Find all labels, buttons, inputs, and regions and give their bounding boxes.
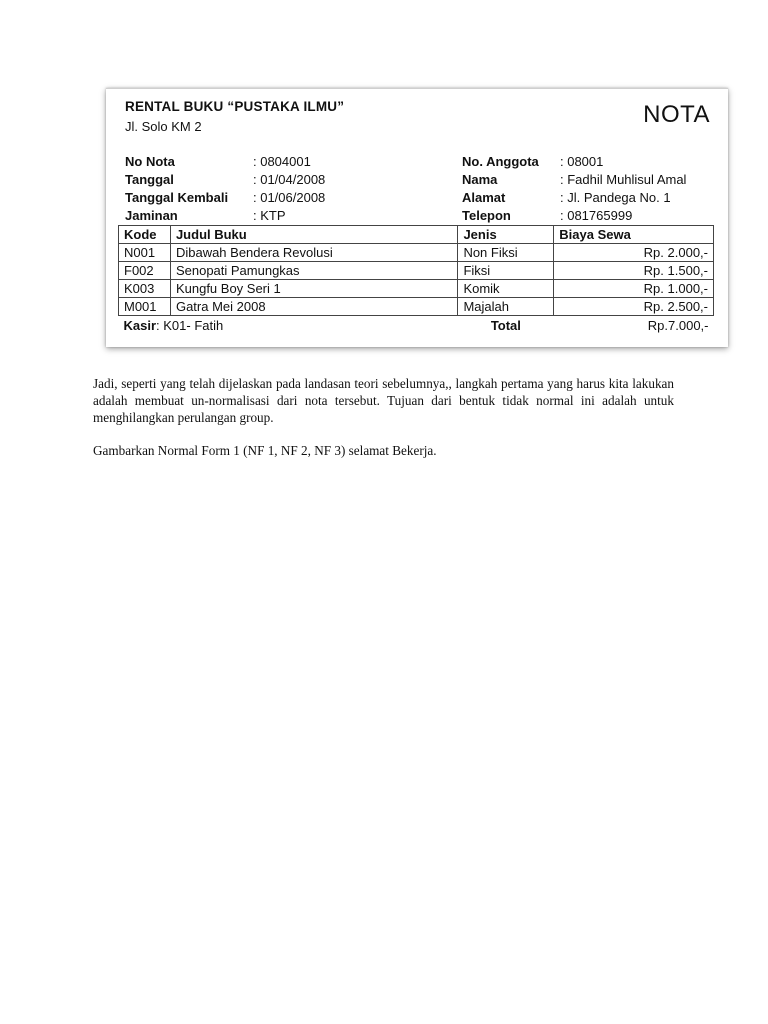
info-row-no-anggota <box>462 153 686 171</box>
column-header-judul-buku: Judul Buku <box>170 226 457 244</box>
kasir-value: : K01- Fatih <box>156 318 224 333</box>
cell-biaya: Rp. 1.500,- <box>554 262 714 280</box>
member-info <box>462 153 686 225</box>
info-row-alamat <box>462 189 686 207</box>
cell-kode: N001 <box>119 244 171 262</box>
cell-biaya: Rp. 2.000,- <box>554 244 714 262</box>
info-label: Telepon <box>462 208 511 223</box>
cell-jenis: Fiksi <box>458 262 554 280</box>
info-value: : 0804001 <box>253 154 311 169</box>
body-paragraph-2: Gambarkan Normal Form 1 (NF 1, NF 2, NF 3) selamat Bekerja. <box>93 443 437 458</box>
cell-kode: M001 <box>119 298 171 316</box>
info-row-tanggal-kembali <box>125 189 325 207</box>
table-row <box>119 244 714 262</box>
info-row-telepon <box>462 207 686 225</box>
column-header-biaya-sewa: Biaya Sewa <box>554 226 714 244</box>
info-row-no-nota <box>125 153 325 171</box>
info-value: : KTP <box>253 208 286 223</box>
rental-items-table <box>118 225 714 335</box>
kasir-label: Kasir <box>123 318 157 333</box>
table-header-row <box>119 226 714 244</box>
table-footer-row <box>119 316 714 336</box>
cell-jenis: Non Fiksi <box>458 244 554 262</box>
total-value: Rp.7.000,- <box>554 316 714 336</box>
info-value: : 01/04/2008 <box>253 172 326 187</box>
info-label: No Nota <box>125 154 175 169</box>
cell-judul: Gatra Mei 2008 <box>170 298 457 316</box>
cell-judul: Dibawah Bendera Revolusi <box>170 244 457 262</box>
cell-judul: Kungfu Boy Seri 1 <box>170 280 457 298</box>
column-header-jenis: Jenis <box>458 226 554 244</box>
cell-biaya: Rp. 2.500,- <box>554 298 714 316</box>
info-value: : 08001 <box>560 154 604 169</box>
cell-kode: K003 <box>119 280 171 298</box>
info-label: Tanggal Kembali <box>125 190 229 205</box>
total-label: Total <box>458 316 554 336</box>
info-label: Nama <box>462 172 498 187</box>
transaction-info <box>125 153 325 225</box>
receipt-image <box>106 88 728 347</box>
info-value: : Fadhil Muhlisul Amal <box>560 172 687 187</box>
kasir-cell <box>119 316 458 336</box>
receipt-title: NOTA <box>643 101 710 128</box>
table-row <box>119 262 714 280</box>
shop-address: Jl. Solo KM 2 <box>125 119 202 134</box>
cell-biaya: Rp. 1.000,- <box>554 280 714 298</box>
info-label: Tanggal <box>125 172 174 187</box>
cell-judul: Senopati Pamungkas <box>170 262 457 280</box>
info-label: No. Anggota <box>462 154 539 169</box>
info-row-jaminan <box>125 207 325 225</box>
shop-name: RENTAL BUKU “PUSTAKA ILMU” <box>125 99 345 114</box>
table-row <box>119 280 714 298</box>
info-value: : 081765999 <box>560 208 633 223</box>
cell-jenis: Komik <box>458 280 554 298</box>
table-row <box>119 298 714 316</box>
cell-jenis: Majalah <box>458 298 554 316</box>
column-header-kode: Kode <box>119 226 171 244</box>
info-label: Jaminan <box>125 208 178 223</box>
info-label: Alamat <box>462 190 506 205</box>
info-value: : 01/06/2008 <box>253 190 326 205</box>
cell-kode: F002 <box>119 262 171 280</box>
info-value: : Jl. Pandega No. 1 <box>560 190 671 205</box>
info-row-nama <box>462 171 686 189</box>
body-paragraph-1: Jadi, seperti yang telah dijelaskan pada landasan teori sebelumnya,, langkah pertama yang harus kita lakukan adalah membuat un-normalisasi dari nota tersebut. Tujuan dari bentuk tidak normal ini adalah untuk menghilangkan perulangan group. <box>93 376 674 425</box>
info-row-tanggal <box>125 171 325 189</box>
